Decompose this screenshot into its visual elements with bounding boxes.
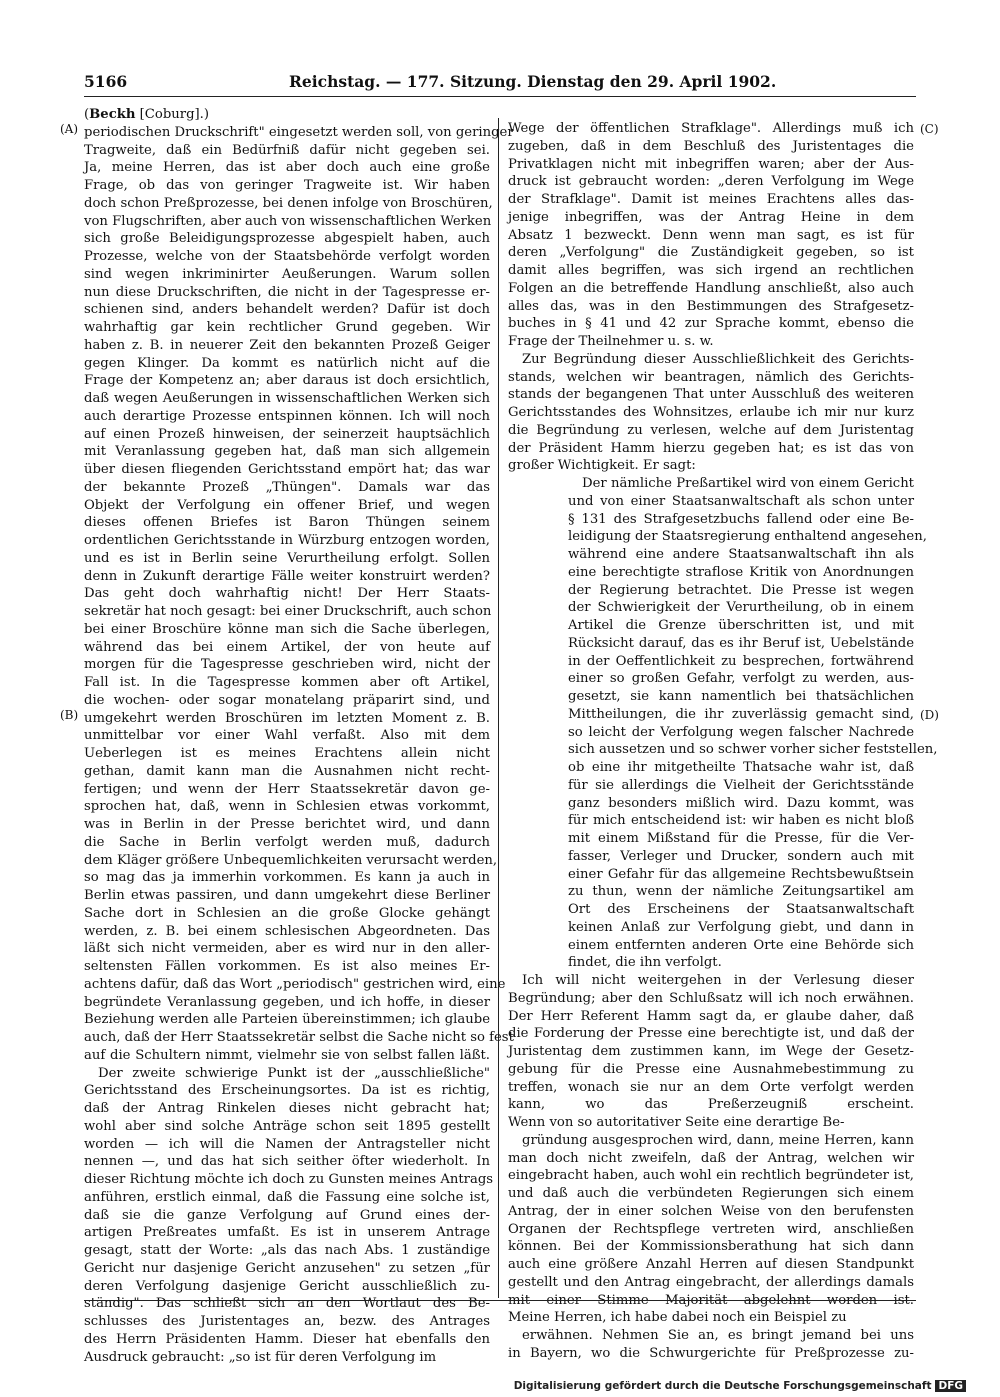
text-line: auch eine größere Anzahl Herren auf diesen Standpunkt [508,1257,914,1272]
text-line: haben z. B. in neuerer Zeit den bekannten Prozeß Geiger [84,337,490,353]
text-line: so mag das ja immerhin vorkommen. Es kann ja auch in [84,870,490,886]
text-line: Meine Herren, ich habe dabei noch ein Beispiel zu [508,1310,847,1326]
text-line: gegen Klinger. Da kommt es natürlich nicht auf die [84,355,490,371]
text-line: während eine andere Staatsanwaltschaft ihn als [568,547,914,562]
text-line: von Flugschriften, aber auch von wissenschaftlichen Werken [84,213,492,229]
text-line: einer Gefahr für das allgemeine Rechtsbewußtsein [568,866,914,882]
header-rule [84,96,916,97]
text-line: Organen der Rechtspflege vertreten wird, anschließen [508,1221,914,1237]
text-line: können. Bei der Kommissionsberathung hat sich dann [508,1239,914,1255]
left-column [84,106,514,1366]
text-line: zugeben, daß in dem Beschluß des Juristentages die [508,138,914,154]
text-line: mit einer Stimme Majorität abgelehnt worden ist. [508,1292,914,1308]
text-line: Prozesse, welche von der Staatsbehörde verfolgt worden [84,249,490,264]
text-line: Begründung; aber den Schlußsatz will ich noch erwähnen. [508,990,914,1006]
text-line: einer so großen Gefahr, verfolgt zu werden, aus- [568,671,914,687]
text-line: Fall ist. In die Tagespresse kommen aber oft Artikel, [84,675,490,690]
text-line: für sie allerdings die Vielheit der Gerichtsstände [568,777,914,793]
text-line: sind wegen inkriminirter Aeußerungen. Warum sollen [84,266,490,282]
text-line: buches in § 41 und 42 zur Sprache kommt, ebenso die [508,316,914,332]
text-line: man doch nicht zweifeln, daß der Antrag, welchen wir [508,1150,914,1166]
text-line: was in Berlin in der Presse berichtet wird, und dann [84,817,490,832]
text-line: dem Kläger größere Unbequemlichkeiten verursacht werden, [84,852,498,868]
column-divider [498,118,499,1298]
text-line: gestellt und den Antrag eingebracht, der allerdings damals [508,1274,914,1290]
text-line: Rücksicht darauf, das es ihr Beruf ist, Uebelstände [568,635,914,651]
text-line: Folgen an die betreffende Handlung anschließt, also auch [508,280,914,296]
text-line: begründete Veranlassung gegeben, und ich hoffe, in dieser [84,994,490,1010]
text-line: über diesen fliegenden Gerichtsstand empört hat; das war [84,462,490,477]
text-line: ständig". Das schließt sich an den Wortlaut des Be- [84,1296,490,1312]
text-line: doch schon Preßprozesse, bei denen infolge von Broschüren, [84,195,493,211]
text-line: Frage, ob das von geringer Tragweite ist. Wir haben [84,178,490,193]
text-line: periodischen Druckschrift" eingesetzt werden soll, von geringer [84,124,514,140]
text-line: für mich entscheidend ist: wir haben es nicht bloß [568,813,914,829]
text-line: § 131 des Strafgesetzbuchs fallend oder eine Be- [568,511,914,527]
text-line: der Präsident Hamm hierzu gegeben hat; es ist das von [508,440,914,456]
text-line: die Begründung zu verlesen, welche auf dem Juristentag [508,422,914,438]
text-line: Gerichtsstandes des Wohnsitzes, erlaube ich mir nur kurz [508,405,914,420]
text-line: dieses offenen Briefes ist Baron Thüngen seinem [84,515,490,531]
text-line: zu thun, wenn der nämliche Zeitungsartikel am [568,884,914,900]
text-line: stands der begangenen That unter Ausschluß des weiteren [508,387,914,403]
text-line: gründung ausgesprochen wird, dann, meine Herren, kann [522,1132,914,1148]
text-line: findet, die ihn verfolgt. [568,955,722,971]
running-title: Reichstag. — 177. Sitzung. Dienstag den 29. April 1902. [289,72,777,91]
text-line: leidigung der Staatsregierung enthaltend angesehen, [568,529,927,545]
text-line: Ort des Erscheinens der Staatsanwaltschaft [568,902,914,917]
text-line: wahrhaftig gar kein rechtlicher Grund gegeben. Wir [84,320,490,335]
text-line: nennen —, und das hat sich seither öfter wiederholt. In [84,1154,490,1170]
margin-mark-d: (D) [920,708,939,722]
margin-mark-b: (B) [60,708,79,722]
text-line: Der nämliche Preßartikel wird von einem Gericht [582,476,914,491]
text-line: Privatklagen nicht mit inbegriffen waren; aber der Aus- [508,156,914,172]
text-line: fasser, Verleger und Drucker, sondern auch mit [568,848,914,864]
text-line: die Forderung der Presse eine berechtigte ist, und daß der [508,1026,914,1042]
text-line: anführen, erstlich einmal, daß die Fassung eine solche ist, [84,1189,490,1205]
speaker-place: [Coburg].) [139,107,209,122]
text-line: Sache dort in Schlesien an die große Glocke gehängt [84,905,490,921]
text-line: schlusses des Juristentages an, bezw. des Antrages [84,1314,490,1329]
text-line: auf die Schultern nimmt, vielmehr sie von selbst fallen läßt. [84,1047,490,1063]
text-line: ganz besonders mißlich wird. Dazu kommt, was [568,795,914,811]
speaker-line: (Beckh [Coburg].) [84,107,209,122]
margin-mark-c: (C) [920,122,939,136]
text-line: und von einer Staatsanwaltschaft als schon unter [568,493,914,509]
text-line: dieser Richtung möchte ich doch zu Gunsten meines Antrags [84,1172,494,1187]
text-line: seltensten Fällen vorkommen. Es ist also meines Er- [84,959,490,974]
text-line: Das geht doch wahrhaftig nicht! Der Herr Staats- [84,586,490,602]
text-line: Berlin etwas passiren, und dann umgekehrt diese Berliner [84,888,490,903]
text-line: Juristentag dem zustimmen kann, im Wege der Gesetz- [508,1044,914,1059]
text-line: eine berechtigte straflose Kritik von Anordnungen [568,564,914,580]
text-line: in der Oeffentlichkeit zu besprechen, fortwährend [568,653,914,669]
text-line: großer Wichtigkeit. Er sagt: [508,458,696,474]
text-line: alles das, was in den Bestimmungen des Strafgesetz- [508,298,914,314]
text-line: artigen Preßreates umfaßt. Es ist in unserem Antrage [84,1225,490,1241]
text-line: damit alles begriffen, was sich irgend an rechtlichen [508,263,914,278]
text-line: worden — ich will die Namen der Antragsteller nicht [84,1136,490,1152]
text-line: Mittheilungen, die ihr zuverlässig gemacht sind, [568,706,914,722]
text-line: Gerichtsstand des Erscheinungsortes. Da ist es richtig, [84,1083,490,1099]
text-line: stands, welchen wir beantragen, nämlich des Gerichts- [508,369,914,385]
text-line: Frage der Kompetenz an; aber daraus ist doch ersichtlich, [84,373,490,389]
text-line: der Regierung betrachtet. Die Presse ist wegen [568,582,914,598]
text-line: daß sie die ganze Verfolgung auf Grund eines der- [84,1207,490,1223]
text-line: Absatz 1 bezweckt. Denn wenn man sagt, es ist für [508,227,914,243]
right-column [508,120,938,1363]
text-line: schienen sind, anders behandelt werden? Dafür ist doch [84,302,490,318]
text-line: werden, z. B. bei einem schlesischen Abgeordneten. Das [84,923,490,939]
text-line: fertigen; und wenn der Herr Staatssekretär davon ge- [84,781,490,797]
text-line: nun diese Druckschriften, die nicht in der Tagespresse er- [84,284,490,300]
text-line: der Strafklage". Damit ist meines Erachtens alles das- [508,192,914,207]
text-line: morgen für die Tagespresse geschrieben wird, nicht der [84,657,490,673]
text-line: während das bei einem Artikel, der von heute auf [84,639,490,655]
text-line: achtens dafür, daß das Wort „periodisch" gestrichen wird, eine [84,976,506,992]
text-line: und es ist in Berlin seine Verurtheilung erfolgt. Sollen [84,550,490,566]
text-line: deren „Verfolgung" die Zuständigkeit gegeben, so ist [508,245,914,261]
text-line: erwähnen. Nehmen Sie an, es bringt jemand bei uns [522,1328,914,1343]
page-header [84,72,916,94]
text-line: und daß auch die verbündeten Regierungen sich einem [508,1186,914,1201]
text-line: ob eine ihr mitgetheilte Thatsache wahr ist, daß [568,760,914,775]
text-line: wohl aber sind solche Anträge schon seit 1895 gestellt [84,1118,490,1134]
text-line: des Herrn Präsidenten Hamm. Dieser hat ebenfalls den [84,1331,490,1347]
text-line: gesagt, statt der Worte: „als das nach Abs. 1 zuständige [84,1243,490,1258]
text-line: einem entfernten anderen Orte eine Behörde sich [568,937,914,953]
text-line: Frage der Theilnehmer u. s. w. [508,334,714,349]
text-line: bei einer Broschüre könne man sich die Sache überlegen, [84,621,490,637]
text-line: denn in Zukunft derartige Fälle weiter konstruirt werden? [84,568,490,584]
text-line: Tragweite, daß ein Bedürfniß dafür nicht gegeben sei. [84,142,490,158]
footer-rule [84,1300,916,1301]
text-line: auch derartige Prozesse entspinnen können. Ich will noch [84,408,490,424]
text-line: gesetzt, sie kann namentlich bei thatsächlichen [568,689,914,704]
text-line: die Sache in Berlin verfolgt werden muß, dadurch [84,834,490,850]
text-line: jenige inbegriffen, was der Antrag Heine in dem [508,209,914,225]
text-line: auch, daß der Herr Staatssekretär selbst die Sache nicht so fest [84,1030,514,1045]
text-line: deren Verfolgung dasjenige Gericht ausschließlich zu- [84,1278,490,1294]
text-line: so leicht der Verfolgung wegen falscher Nachrede [568,724,914,740]
text-line: Ueberlegen ist es meines Erachtens allein nicht [84,746,490,761]
text-line: sprochen hat, daß, wenn in Schlesien etwas vorkommt, [84,799,490,815]
text-line: gebung für die Presse eine Ausnahmebestimmung zu [508,1061,914,1077]
text-line: sekretär hat noch gesagt: bei einer Druckschrift, auch schon [84,604,492,619]
text-line: eingebracht haben, auch wohl ein rechtlich begründeter ist, [508,1168,914,1184]
dfg-logo: DFG [935,1380,966,1392]
text-line: Wege der öffentlichen Strafklage". Allerdings muß ich [508,121,914,136]
text-line: sich große Beleidigungsprozesse abgespielt haben, auch [84,231,490,247]
footer [514,1380,966,1392]
text-line: Ja, meine Herren, das ist aber doch auch eine große [84,160,490,176]
text-line: treffen, wonach sie nur an dem Orte verfolgt werden [508,1079,914,1095]
text-line: Der zweite schwierige Punkt ist der „ausschließliche" [98,1065,490,1081]
speaker-name: Beckh [89,107,136,122]
text-line: kann, wo das Preßerzeugniß erscheint. [508,1097,914,1113]
text-line: Antrag, der in einer solchen Weise von den berufensten [508,1203,914,1219]
text-line: Zur Begründung dieser Ausschließlichkeit des Gerichts- [522,351,914,367]
text-line: läßt sich nicht vermeiden, aber es wird nur in den aller- [84,941,490,957]
text-line: der bekannte Prozeß „Thüngen". Damals war das [84,479,490,495]
text-line: gethan, damit kann man die Ausnahmen nicht recht- [84,763,490,779]
text-line: Artikel die Grenze überschritten ist, und mit [568,618,914,633]
text-line: auf einen Prozeß hinweisen, der seinerzeit hauptsächlich [84,426,490,442]
text-line: ordentlichen Gerichtsstande in Würzburg entzogen worden, [84,533,490,548]
text-line: sich aussetzen und so schwer vorher sicher feststellen, [568,742,938,758]
text-line: Beziehung werden alle Parteien übereinstimmen; ich glaube [84,1012,490,1028]
text-line: in Bayern, wo die Schwurgerichte für Preßprozesse zu- [508,1345,914,1361]
page-number: 5166 [84,72,128,91]
text-line: keinen Anlaß zur Verfolgung giebt, und dann in [568,919,914,935]
text-line: Ich will nicht weitergehen in der Verlesung dieser [522,973,914,988]
footer-text: Digitalisierung gefördert durch die Deutsche Forschungsgemeinschaft [513,1380,932,1392]
text-line: daß wegen Aeußerungen in wissenschaftlichen Werken sich [84,391,490,406]
text-line: Wenn von so autoritativer Seite eine derartige Be- [508,1115,845,1130]
text-line: daß der Antrag Rinkelen dieses nicht gebracht hat; [84,1101,490,1116]
text-line: unmittelbar vor einer Wahl verfaßt. Also mit dem [84,728,490,744]
text-line: Ausdruck gebraucht: „so ist für deren Verfolgung im [84,1349,437,1365]
text-line: Objekt der Verfolgung ein offener Brief, und wegen [84,497,490,513]
text-line: umgekehrt werden Broschüren im letzten Moment z. B. [84,710,490,726]
text-line: der Schwierigkeit der Verurtheilung, ob in einem [568,600,914,616]
text-line: Der Herr Referent Hamm sagt da, er glaube daher, daß [508,1008,914,1024]
text-line: die wochen- oder sogar monatelang präparirt sind, und [84,692,490,708]
margin-mark-a: (A) [60,122,79,136]
text-line: mit einem Mißstand für die Presse, für die Ver- [568,831,914,846]
text-line: mit Veranlassung gegeben hat, daß man sich allgemein [84,444,490,460]
text-line: Gericht nur dasjenige Gericht anzusehen" zu setzen „für [84,1260,490,1276]
text-line: druck ist gebraucht worden: „deren Verfolgung im Wege [508,174,914,190]
